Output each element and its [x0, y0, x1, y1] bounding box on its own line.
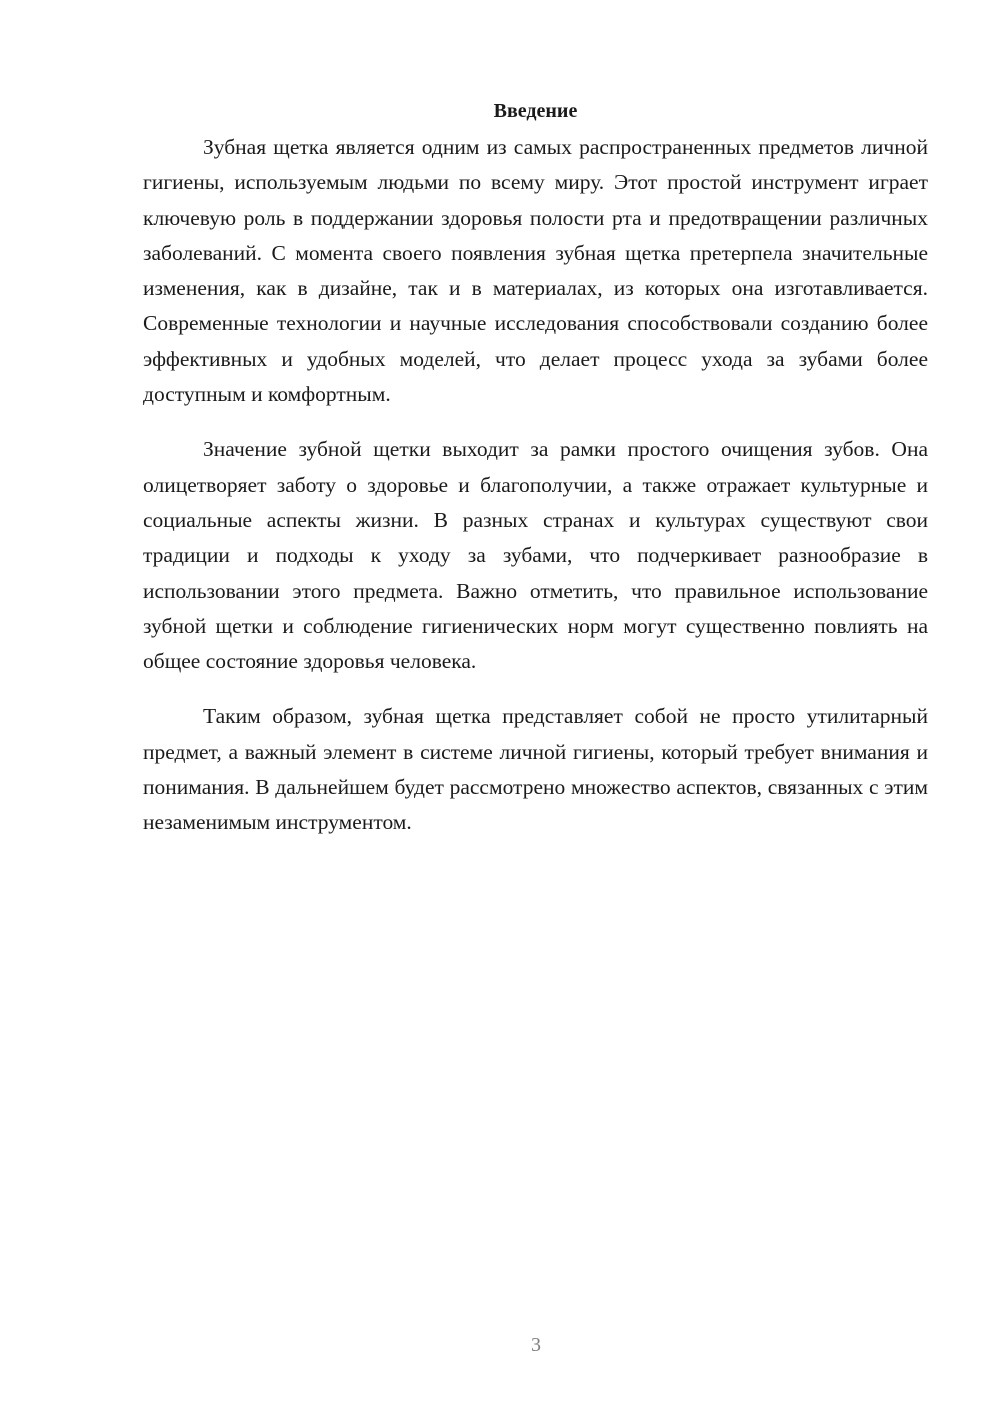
- paragraph-3: Таким образом, зубная щетка представляет собой не просто утилитарный предмет, а важный элемент в системе личной гигиены, который требует внимания и понимания. В дальнейшем будет рассмотрено множество аспектов, связанных с этим незаменимым инструментом.: [143, 704, 928, 835]
- page-content: [143, 96, 928, 861]
- paragraph-1: Зубная щетка является одним из самых распространенных предметов личной гигиены, используемым людьми по всему миру. Этот простой инструмент играет ключевую роль в поддержании здоровья полости рта и предотвращении различных заболеваний. С момента своего появления зубная щетка претерпела значительные изменения, как в дизайне, так и в материалах, из которых она изготавливается. Современные технологии и научные исследования способствовали созданию более эффективных и удобных моделей, что делает процесс ухода за зубами более доступным и комфортным.: [143, 135, 928, 407]
- page-number: 3: [531, 1334, 541, 1356]
- section-heading: Введение: [493, 100, 578, 122]
- paragraph-2: Значение зубной щетки выходит за рамки простого очищения зубов. Она олицетворяет заботу о здоровье и благополучии, а также отражает культурные и социальные аспекты жизни. В разных странах и культурах существуют свои традиции и подходы к уходу за зубами, что подчеркивает разнообразие в использовании этого предмета. Важно отметить, что правильное использование зубной щетки и соблюдение гигиенических норм могут существенно повлиять на общее состояние здоровья человека.: [143, 437, 928, 674]
